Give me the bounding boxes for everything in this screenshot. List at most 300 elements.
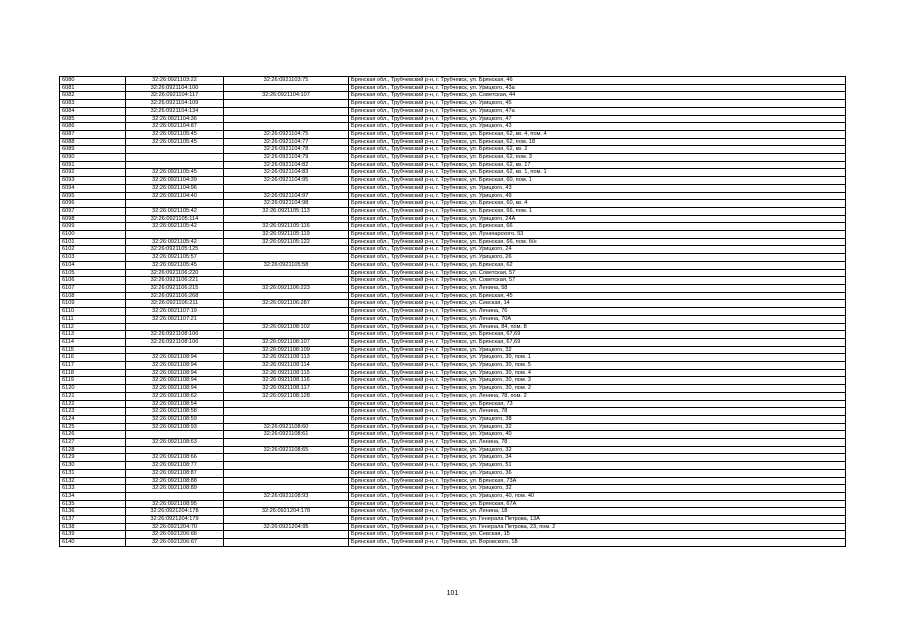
table-row	[60, 477, 846, 485]
object-cadastral-number-cell	[224, 308, 349, 316]
address-cell: Брянская обл., Трубчевский р-н, г. Трубчевск, ул. Ленина, 18	[349, 508, 846, 516]
table-row	[60, 492, 846, 500]
row-number-cell: 6084	[60, 107, 126, 115]
land-cadastral-number-cell: 32:26:0921108:89	[126, 485, 224, 493]
row-number-cell: 6121	[60, 392, 126, 400]
land-cadastral-number-cell	[126, 154, 224, 162]
land-cadastral-number-cell: 32:26:0921104:109	[126, 100, 224, 108]
address-cell: Брянская обл., Трубчевский р-н, г. Трубчевск, ул. Советская, 44	[349, 92, 846, 100]
land-cadastral-number-cell: 32:26:0921104:134	[126, 107, 224, 115]
row-number-cell: 6095	[60, 192, 126, 200]
row-number-cell: 6103	[60, 254, 126, 262]
table-row	[60, 292, 846, 300]
table-row	[60, 454, 846, 462]
object-cadastral-number-cell	[224, 254, 349, 262]
row-number-cell: 6092	[60, 169, 126, 177]
address-cell: Брянская обл., Трубчевский р-н, г. Трубчевск, ул. Урицкого, 43	[349, 123, 846, 131]
table-row	[60, 431, 846, 439]
address-cell: Брянская обл., Трубчевский р-н, г. Трубчевск, ул. Ленина, 58	[349, 284, 846, 292]
land-cadastral-number-cell: 32:26:0921108:59	[126, 415, 224, 423]
table-row	[60, 123, 846, 131]
land-cadastral-number-cell: 32:26:0921206:67	[126, 539, 224, 547]
land-cadastral-number-cell: 32:26:0921108:94	[126, 385, 224, 393]
table-row	[60, 169, 846, 177]
row-number-cell: 6080	[60, 77, 126, 85]
land-cadastral-number-cell: 32:26:0921106:215	[126, 284, 224, 292]
address-cell: Брянская обл., Трубчевский р-н, г. Трубчевск, ул. Советская, 57	[349, 269, 846, 277]
row-number-cell: 6118	[60, 369, 126, 377]
object-cadastral-number-cell: 32:26:0921105:119	[224, 231, 349, 239]
table-row	[60, 469, 846, 477]
table-row	[60, 385, 846, 393]
object-cadastral-number-cell: 32:26:0921104:97	[224, 192, 349, 200]
address-cell: Брянская обл., Трубчевский р-н, г. Трубчевск, ул. Луначарского, 53	[349, 231, 846, 239]
table-row	[60, 315, 846, 323]
row-number-cell: 6108	[60, 292, 126, 300]
address-cell: Брянская обл., Трубчевский р-н, г. Трубчевск, ул. Брянская, 67А	[349, 500, 846, 508]
table-row	[60, 269, 846, 277]
land-cadastral-number-cell: 32:26:0921105:45	[126, 138, 224, 146]
address-cell: Брянская обл., Трубчевский р-н, г. Трубчевск, ул. Брянская, 62, кв. 2	[349, 146, 846, 154]
table-row	[60, 331, 846, 339]
land-cadastral-number-cell: 32:26:0921108:66	[126, 454, 224, 462]
row-number-cell: 6081	[60, 84, 126, 92]
address-cell: Брянская обл., Трубчевский р-н, г. Трубчевск, ул. Брянская, 73	[349, 400, 846, 408]
address-cell: Брянская обл., Трубчевский р-н, г. Трубчевск, ул. Брянская, 62, кв. 4, пом. 4	[349, 130, 846, 138]
address-cell: Брянская обл., Трубчевский р-н, г. Трубчевск, ул. Брянская, 45	[349, 292, 846, 300]
object-cadastral-number-cell: 32:26:0921104:79	[224, 154, 349, 162]
address-cell: Брянская обл., Трубчевский р-н, г. Трубчевск, ул. Урицкого, 40, пом. 40	[349, 492, 846, 500]
land-cadastral-number-cell: 32:26:0921105:42	[126, 223, 224, 231]
object-cadastral-number-cell	[224, 115, 349, 123]
land-cadastral-number-cell	[126, 231, 224, 239]
address-cell: Брянская обл., Трубчевский р-н, г. Трубчевск, ул. Урицкого, 34	[349, 454, 846, 462]
row-number-cell: 6114	[60, 338, 126, 346]
land-cadastral-number-cell: 32:26:0921108:87	[126, 469, 224, 477]
row-number-cell: 6101	[60, 238, 126, 246]
table-row	[60, 254, 846, 262]
object-cadastral-number-cell	[224, 277, 349, 285]
row-number-cell: 6128	[60, 446, 126, 454]
row-number-cell: 6091	[60, 161, 126, 169]
land-cadastral-number-cell	[126, 446, 224, 454]
row-number-cell: 6126	[60, 431, 126, 439]
table-row	[60, 423, 846, 431]
object-cadastral-number-cell	[224, 415, 349, 423]
row-number-cell: 6135	[60, 500, 126, 508]
row-number-cell: 6124	[60, 415, 126, 423]
object-cadastral-number-cell	[224, 400, 349, 408]
object-cadastral-number-cell: 32:26:0921108:113	[224, 354, 349, 362]
address-cell: Брянская обл., Трубчевский р-н, г. Трубчевск, ул. Ленина, 84, пом. 8	[349, 323, 846, 331]
land-cadastral-number-cell: 32:26:0921105:125	[126, 246, 224, 254]
address-cell: Брянская обл., Трубчевский р-н, г. Трубчевск, ул. Урицкого, 43а	[349, 84, 846, 92]
object-cadastral-number-cell	[224, 269, 349, 277]
table-row	[60, 284, 846, 292]
address-cell: Брянская обл., Трубчевский р-н, г. Трубчевск, ул. Урицкого, 32	[349, 485, 846, 493]
address-cell: Брянская обл., Трубчевский р-н, г. Трубчевск, ул. Брянская, 66, пом. б/н	[349, 238, 846, 246]
land-cadastral-number-cell: 32:26:0921204:179	[126, 516, 224, 524]
page-number: 101	[446, 590, 459, 597]
row-number-cell: 6123	[60, 408, 126, 416]
object-cadastral-number-cell: 32:26:0921103:75	[224, 77, 349, 85]
land-cadastral-number-cell: 32:26:0921106:211	[126, 300, 224, 308]
table-row	[60, 539, 846, 547]
land-cadastral-number-cell: 32:26:0921107:19	[126, 308, 224, 316]
row-number-cell: 6094	[60, 184, 126, 192]
object-cadastral-number-cell: 32:26:0921108:115	[224, 369, 349, 377]
object-cadastral-number-cell: 32:26:0921108:116	[224, 377, 349, 385]
address-cell: Брянская обл., Трубчевский р-н, г. Трубчевск, ул. Ленина, 78	[349, 439, 846, 447]
table-row	[60, 184, 846, 192]
row-number-cell: 6133	[60, 485, 126, 493]
table-row	[60, 154, 846, 162]
object-cadastral-number-cell	[224, 500, 349, 508]
object-cadastral-number-cell	[224, 215, 349, 223]
object-cadastral-number-cell	[224, 531, 349, 539]
row-number-cell: 6083	[60, 100, 126, 108]
table-row	[60, 130, 846, 138]
object-cadastral-number-cell: 32:26:0921104:98	[224, 200, 349, 208]
object-cadastral-number-cell	[224, 516, 349, 524]
row-number-cell: 6088	[60, 138, 126, 146]
row-number-cell: 6136	[60, 508, 126, 516]
row-number-cell: 6106	[60, 277, 126, 285]
object-cadastral-number-cell: 32:26:0921105:113	[224, 207, 349, 215]
row-number-cell: 6110	[60, 308, 126, 316]
object-cadastral-number-cell: 32:26:0921108:109	[224, 346, 349, 354]
row-number-cell: 6132	[60, 477, 126, 485]
table-row	[60, 408, 846, 416]
land-cadastral-number-cell	[126, 161, 224, 169]
object-cadastral-number-cell: 32:26:0921104:83	[224, 169, 349, 177]
row-number-cell: 6125	[60, 423, 126, 431]
table-row	[60, 346, 846, 354]
object-cadastral-number-cell: 32:26:0921105:122	[224, 238, 349, 246]
object-cadastral-number-cell: 32:26:0921104:82	[224, 161, 349, 169]
object-cadastral-number-cell: 32:26:0921106:223	[224, 284, 349, 292]
row-number-cell: 6104	[60, 261, 126, 269]
table-row	[60, 100, 846, 108]
land-cadastral-number-cell: 32:26:0921105:42	[126, 238, 224, 246]
object-cadastral-number-cell: 32:26:0921204:178	[224, 508, 349, 516]
address-cell: Брянская обл., Трубчевский р-н, г. Трубчевск, ул. Урицкого, 45	[349, 100, 846, 108]
address-cell: Брянская обл., Трубчевский р-н, г. Трубчевск, ул. Урицкого, 30, пом. 1	[349, 354, 846, 362]
object-cadastral-number-cell: 32:26:0921108:117	[224, 385, 349, 393]
object-cadastral-number-cell: 32:26:0921106:287	[224, 300, 349, 308]
table-row	[60, 107, 846, 115]
row-number-cell: 6087	[60, 130, 126, 138]
address-cell: Брянская обл., Трубчевский р-н, г. Трубчевск, ул. Брянская, 67,69	[349, 338, 846, 346]
object-cadastral-number-cell	[224, 408, 349, 416]
row-number-cell: 6117	[60, 362, 126, 370]
address-cell: Брянская обл., Трубчевский р-н, г. Трубчевск, ул. Урицкого, 47	[349, 115, 846, 123]
table-row	[60, 161, 846, 169]
table-row	[60, 192, 846, 200]
row-number-cell: 6111	[60, 315, 126, 323]
table-row	[60, 500, 846, 508]
object-cadastral-number-cell: 32:26:0921104:107	[224, 92, 349, 100]
object-cadastral-number-cell	[224, 477, 349, 485]
address-cell: Брянская обл., Трубчевский р-н, г. Трубчевск, ул. Севская, 14	[349, 300, 846, 308]
land-cadastral-number-cell: 32:26:0921105:114	[126, 215, 224, 223]
address-cell: Брянская обл., Трубчевский р-н, г. Трубчевск, ул. Урицкого, 32	[349, 346, 846, 354]
object-cadastral-number-cell: 32:26:0921104:75	[224, 130, 349, 138]
table-row	[60, 392, 846, 400]
object-cadastral-number-cell: 32:26:0921104:77	[224, 138, 349, 146]
land-cadastral-number-cell	[126, 146, 224, 154]
address-cell: Брянская обл., Трубчевский р-н, г. Трубчевск, ул. Урицкого, 30, пом. 2	[349, 385, 846, 393]
address-cell: Брянская обл., Трубчевский р-н, г. Трубчевск, ул. Урицкого, 38	[349, 415, 846, 423]
land-cadastral-number-cell: 32:26:0921105:45	[126, 261, 224, 269]
row-number-cell: 6097	[60, 207, 126, 215]
address-cell: Брянская обл., Трубчевский р-н, г. Трубчевск, ул. Урицкого, 49	[349, 192, 846, 200]
table-row	[60, 508, 846, 516]
table-row	[60, 146, 846, 154]
address-cell: Брянская обл., Трубчевский р-н, г. Трубчевск, ул. Брянская, 62, кв. 17	[349, 161, 846, 169]
land-cadastral-number-cell: 32:26:0921108:94	[126, 369, 224, 377]
address-cell: Брянская обл., Трубчевский р-н, г. Трубчевск, ул. Брянская, 73А	[349, 477, 846, 485]
address-cell: Брянская обл., Трубчевский р-н, г. Трубчевск, ул. Брянская, 60, пом. 1	[349, 177, 846, 185]
address-cell: Брянская обл., Трубчевский р-н, г. Трубчевск, ул. Урицкого, 26	[349, 254, 846, 262]
land-cadastral-number-cell: 32:26:0921108:58	[126, 408, 224, 416]
address-cell: Брянская обл., Трубчевский р-н, г. Трубчевск, ул. Ленина, 70А	[349, 315, 846, 323]
row-number-cell: 6115	[60, 346, 126, 354]
land-cadastral-number-cell: 32:26:0921104:87	[126, 123, 224, 131]
land-cadastral-number-cell: 32:26:0921108:93	[126, 423, 224, 431]
row-number-cell: 6119	[60, 377, 126, 385]
object-cadastral-number-cell: 32:26:0921108:102	[224, 323, 349, 331]
object-cadastral-number-cell: 32:26:0921108:107	[224, 338, 349, 346]
table-row	[60, 261, 846, 269]
row-number-cell: 6122	[60, 400, 126, 408]
land-cadastral-number-cell: 32:26:0921108:54	[126, 400, 224, 408]
object-cadastral-number-cell: 32:26:0921104:95	[224, 177, 349, 185]
table-row	[60, 215, 846, 223]
object-cadastral-number-cell: 32:26:0921108:60	[224, 423, 349, 431]
object-cadastral-number-cell	[224, 539, 349, 547]
address-cell: Брянская обл., Трубчевский р-н, г. Трубчевск, ул. Брянская, 62	[349, 261, 846, 269]
row-number-cell: 6113	[60, 331, 126, 339]
row-number-cell: 6109	[60, 300, 126, 308]
address-cell: Брянская обл., Трубчевский р-н, г. Трубчевск, ул. Урицкого, 30, пом. 5	[349, 362, 846, 370]
row-number-cell: 6105	[60, 269, 126, 277]
table-row	[60, 523, 846, 531]
address-cell: Брянская обл., Трубчевский р-н, г. Трубчевск, ул. Брянская, 66	[349, 223, 846, 231]
table-row	[60, 369, 846, 377]
object-cadastral-number-cell	[224, 462, 349, 470]
table-row	[60, 446, 846, 454]
land-cadastral-number-cell	[126, 200, 224, 208]
land-cadastral-number-cell: 32:26:0921104:40	[126, 192, 224, 200]
row-number-cell: 6131	[60, 469, 126, 477]
address-cell: Брянская обл., Трубчевский р-н, г. Трубчевск, ул. Брянская, 66, пом. 1	[349, 207, 846, 215]
address-cell: Брянская обл., Трубчевский р-н, г. Трубчевск, ул. Урицкого, 36	[349, 469, 846, 477]
table-row	[60, 223, 846, 231]
table-row	[60, 400, 846, 408]
row-number-cell: 6082	[60, 92, 126, 100]
table-row	[60, 354, 846, 362]
table-row	[60, 231, 846, 239]
land-cadastral-number-cell: 32:26:0921106:268	[126, 292, 224, 300]
table-row	[60, 138, 846, 146]
table-row	[60, 84, 846, 92]
address-cell: Брянская обл., Трубчевский р-н, г. Трубчевск, ул. Брянская, 62, пом. 18	[349, 138, 846, 146]
table-row	[60, 277, 846, 285]
object-cadastral-number-cell	[224, 485, 349, 493]
object-cadastral-number-cell	[224, 469, 349, 477]
table-row	[60, 207, 846, 215]
table-row	[60, 300, 846, 308]
land-cadastral-number-cell: 32:26:0921204:70	[126, 523, 224, 531]
address-cell: Брянская обл., Трубчевский р-н, г. Трубчевск, ул. Ленина, 76	[349, 308, 846, 316]
land-cadastral-number-cell: 32:26:0921104:39	[126, 177, 224, 185]
row-number-cell: 6127	[60, 439, 126, 447]
row-number-cell: 6112	[60, 323, 126, 331]
land-cadastral-number-cell: 32:26:0921108:94	[126, 362, 224, 370]
object-cadastral-number-cell	[224, 100, 349, 108]
land-cadastral-number-cell: 32:26:0921206:66	[126, 531, 224, 539]
address-cell: Брянская обл., Трубчевский р-н, г. Трубчевск, ул. Урицкого, 32	[349, 446, 846, 454]
row-number-cell: 6116	[60, 354, 126, 362]
object-cadastral-number-cell: 32:26:0921104:78	[224, 146, 349, 154]
land-cadastral-number-cell: 32:26:0921105:45	[126, 169, 224, 177]
land-cadastral-number-cell: 32:26:0921108:77	[126, 462, 224, 470]
address-cell: Брянская обл., Трубчевский р-н, г. Трубчевск, ул. Генерала Петрова, 23, пом. 2	[349, 523, 846, 531]
land-cadastral-number-cell: 32:26:0921108:94	[126, 354, 224, 362]
row-number-cell: 6085	[60, 115, 126, 123]
row-number-cell: 6090	[60, 154, 126, 162]
address-cell: Брянская обл., Трубчевский р-н, г. Трубчевск, ул. Урицкого, 30, пом. 4	[349, 369, 846, 377]
address-cell: Брянская обл., Трубчевский р-н, г. Трубчевск, ул. Урицкого, 43	[349, 184, 846, 192]
table-row	[60, 338, 846, 346]
address-cell: Брянская обл., Трубчевский р-н, г. Трубчевск, ул. Брянская, 67,69	[349, 331, 846, 339]
address-cell: Брянская обл., Трубчевский р-н, г. Трубчевск, ул. Урицкого, 24А	[349, 215, 846, 223]
object-cadastral-number-cell	[224, 123, 349, 131]
row-number-cell: 6139	[60, 531, 126, 539]
object-cadastral-number-cell	[224, 184, 349, 192]
row-number-cell: 6120	[60, 385, 126, 393]
object-cadastral-number-cell: 32:26:0921105:58	[224, 261, 349, 269]
land-cadastral-number-cell: 32:26:0921108:63	[126, 439, 224, 447]
address-cell: Брянская обл., Трубчевский р-н, г. Трубчевск, ул. Урицкого, 30, пом. 3	[349, 377, 846, 385]
table-row	[60, 462, 846, 470]
address-cell: Брянская обл., Трубчевский р-н, г. Трубчевск, ул. Брянская, 46	[349, 77, 846, 85]
land-cadastral-number-cell: 32:26:0921204:178	[126, 508, 224, 516]
land-cadastral-number-cell: 32:26:0921108:62	[126, 392, 224, 400]
object-cadastral-number-cell: 32:26:0921108:61	[224, 431, 349, 439]
land-cadastral-number-cell	[126, 346, 224, 354]
row-number-cell: 6098	[60, 215, 126, 223]
object-cadastral-number-cell: 32:26:0921108:93	[224, 492, 349, 500]
land-cadastral-number-cell: 32:26:0921104:117	[126, 92, 224, 100]
land-cadastral-number-cell: 32:26:0921108:106	[126, 331, 224, 339]
row-number-cell: 6130	[60, 462, 126, 470]
address-cell: Брянская обл., Трубчевский р-н, г. Трубчевск, ул. Севская, 15	[349, 531, 846, 539]
land-cadastral-number-cell: 32:26:0921106:220	[126, 269, 224, 277]
land-cadastral-number-cell: 32:26:0921104:100	[126, 84, 224, 92]
table-row	[60, 177, 846, 185]
table-row	[60, 246, 846, 254]
land-cadastral-number-cell	[126, 492, 224, 500]
address-cell: Брянская обл., Трубчевский р-н, г. Трубчевск, ул. Урицкого, 32	[349, 423, 846, 431]
land-cadastral-number-cell: 32:26:0921106:221	[126, 277, 224, 285]
table-row	[60, 485, 846, 493]
object-cadastral-number-cell: 32:26:0921105:116	[224, 223, 349, 231]
address-cell: Брянская обл., Трубчевский р-н, г. Трубчевск, ул. Генерала Петрова, 13А	[349, 516, 846, 524]
row-number-cell: 6093	[60, 177, 126, 185]
address-cell: Брянская обл., Трубчевский р-н, г. Трубчевск, ул. Урицкого, 24	[349, 246, 846, 254]
table-row	[60, 531, 846, 539]
row-number-cell: 6138	[60, 523, 126, 531]
address-cell: Брянская обл., Трубчевский р-н, г. Трубчевск, ул. Брянская, 62, кв. 1, пом. 1	[349, 169, 846, 177]
row-number-cell: 6107	[60, 284, 126, 292]
object-cadastral-number-cell	[224, 331, 349, 339]
land-cadastral-number-cell: 32:26:0921105:45	[126, 130, 224, 138]
land-cadastral-number-cell: 32:26:0921108:94	[126, 377, 224, 385]
object-cadastral-number-cell	[224, 439, 349, 447]
table-row	[60, 439, 846, 447]
row-number-cell: 6134	[60, 492, 126, 500]
address-cell: Брянская обл., Трубчевский р-н, г. Трубчевск, ул. Воровского, 18	[349, 539, 846, 547]
land-cadastral-number-cell: 32:26:0921108:106	[126, 338, 224, 346]
row-number-cell: 6096	[60, 200, 126, 208]
row-number-cell: 6129	[60, 454, 126, 462]
address-cell: Брянская обл., Трубчевский р-н, г. Трубчевск, ул. Урицкого, 40	[349, 431, 846, 439]
object-cadastral-number-cell	[224, 246, 349, 254]
registry-table-body	[60, 77, 846, 547]
object-cadastral-number-cell	[224, 107, 349, 115]
table-row	[60, 200, 846, 208]
land-cadastral-number-cell: 32:26:0921107:21	[126, 315, 224, 323]
address-cell: Брянская обл., Трубчевский р-н, г. Трубчевск, ул. Ленина, 78, пом. 2	[349, 392, 846, 400]
row-number-cell: 6137	[60, 516, 126, 524]
row-number-cell: 6100	[60, 231, 126, 239]
object-cadastral-number-cell	[224, 315, 349, 323]
land-cadastral-number-cell: 32:26:0921104:96	[126, 184, 224, 192]
object-cadastral-number-cell	[224, 454, 349, 462]
table-row	[60, 323, 846, 331]
object-cadastral-number-cell: 32:26:0921204:95	[224, 523, 349, 531]
object-cadastral-number-cell: 32:26:0921108:128	[224, 392, 349, 400]
address-cell: Брянская обл., Трубчевский р-н, г. Трубчевск, ул. Советская, 57	[349, 277, 846, 285]
row-number-cell: 6099	[60, 223, 126, 231]
land-cadastral-number-cell: 32:26:0921105:57	[126, 254, 224, 262]
table-row	[60, 92, 846, 100]
registry-table	[59, 76, 846, 547]
table-row	[60, 377, 846, 385]
address-cell: Брянская обл., Трубчевский р-н, г. Трубчевск, ул. Урицкого, 51	[349, 462, 846, 470]
row-number-cell: 6086	[60, 123, 126, 131]
object-cadastral-number-cell	[224, 84, 349, 92]
table-row	[60, 308, 846, 316]
row-number-cell: 6102	[60, 246, 126, 254]
address-cell: Брянская обл., Трубчевский р-н, г. Трубчевск, ул. Ленина, 78	[349, 408, 846, 416]
table-row	[60, 415, 846, 423]
address-cell: Брянская обл., Трубчевский р-н, г. Трубчевск, ул. Брянская, 60, кв. 4	[349, 200, 846, 208]
land-cadastral-number-cell: 32:26:0921108:95	[126, 500, 224, 508]
object-cadastral-number-cell: 32:26:0921108:65	[224, 446, 349, 454]
table-row	[60, 77, 846, 85]
land-cadastral-number-cell: 32:26:0921105:42	[126, 207, 224, 215]
row-number-cell: 6089	[60, 146, 126, 154]
object-cadastral-number-cell: 32:26:0921108:114	[224, 362, 349, 370]
table-row	[60, 516, 846, 524]
land-cadastral-number-cell: 32:26:0921104:36	[126, 115, 224, 123]
address-cell: Брянская обл., Трубчевский р-н, г. Трубчевск, ул. Урицкого, 47а	[349, 107, 846, 115]
land-cadastral-number-cell	[126, 323, 224, 331]
land-cadastral-number-cell: 32:26:0921108:88	[126, 477, 224, 485]
